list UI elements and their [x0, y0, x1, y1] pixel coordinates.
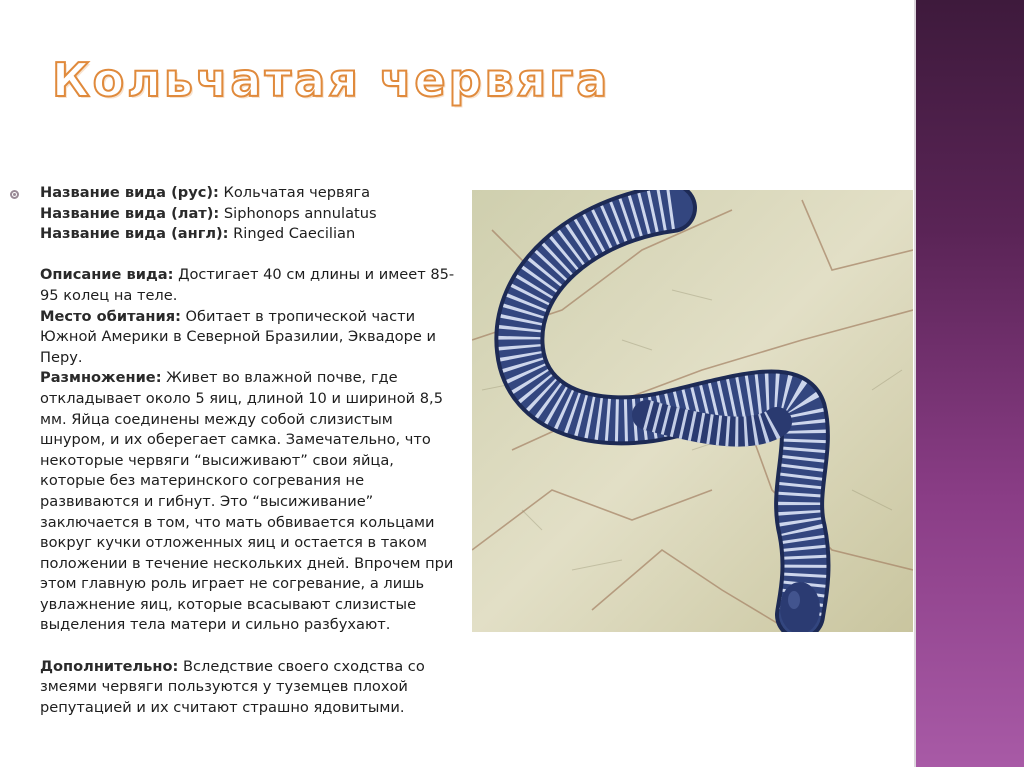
species-description: [40, 183, 460, 718]
description-paragraph: [40, 265, 460, 306]
name-eng-value: Ringed Caecilian: [228, 225, 356, 243]
reproduction-value: Живет во влажной почве, где откладывает около 5 яиц, длиной 10 и шириной 8,5 мм. Яйца соединены между собой слизистым шнуром, и их оберегает самка. Замечательно, что некоторые червяги “высиживают” свои яйца, которые без материнского согревания не развиваются и гибнут. Это “высиживание” заключается в том, что мать обвивается кольцами вокруг кучки отложенных яиц и остается в таком положении в течение нескольких дней. Впрочем при этом главную роль играет не согревание, а лишь увлажнение яиц, которые всасывают слизистые выделения тела матери и сильно разбухают.: [40, 369, 454, 634]
spacer: [40, 245, 460, 266]
extra-paragraph: [40, 657, 460, 719]
extra-label: Дополнительно:: [40, 657, 179, 675]
extra-value: Вследствие своего сходства со змеями червяги пользуются у туземцев плохой репутацией и их считают страшно ядовитыми.: [40, 657, 425, 716]
name-rus-line: [40, 183, 460, 204]
name-eng-line: [40, 224, 460, 245]
name-lat-label: Название вида (лат):: [40, 204, 220, 222]
caecilian-photo: [472, 190, 913, 632]
habitat-label: Место обитания:: [40, 307, 181, 325]
name-lat-line: [40, 204, 460, 225]
name-eng-label: Название вида (англ):: [40, 225, 229, 243]
circle-bullet-icon: [10, 190, 19, 199]
name-lat-value: Siphonops annulatus: [219, 204, 377, 222]
slide-title: Кольчатая червяга: [52, 53, 611, 107]
caecilian-head: [780, 582, 820, 632]
caecilian-head-highlight: [788, 591, 800, 609]
description-value: Достигает 40 см длины и имеет 85-95 колец на теле.: [40, 266, 455, 304]
reproduction-label: Размножение:: [40, 369, 162, 387]
reproduction-paragraph: [40, 368, 460, 636]
name-rus-value: Кольчатая червяга: [218, 184, 371, 201]
side-band-divider: [914, 0, 916, 767]
spacer: [40, 636, 460, 657]
habitat-value: Обитает в тропической части Южной Америки в Северной Бразилии, Эквадоре и Перу.: [40, 307, 436, 366]
habitat-paragraph: [40, 307, 460, 369]
caecilian-illustration: [472, 190, 913, 632]
decorative-side-band: [914, 0, 1024, 767]
name-rus-label: Название вида (рус):: [40, 184, 219, 201]
description-label: Описание вида:: [40, 266, 174, 284]
